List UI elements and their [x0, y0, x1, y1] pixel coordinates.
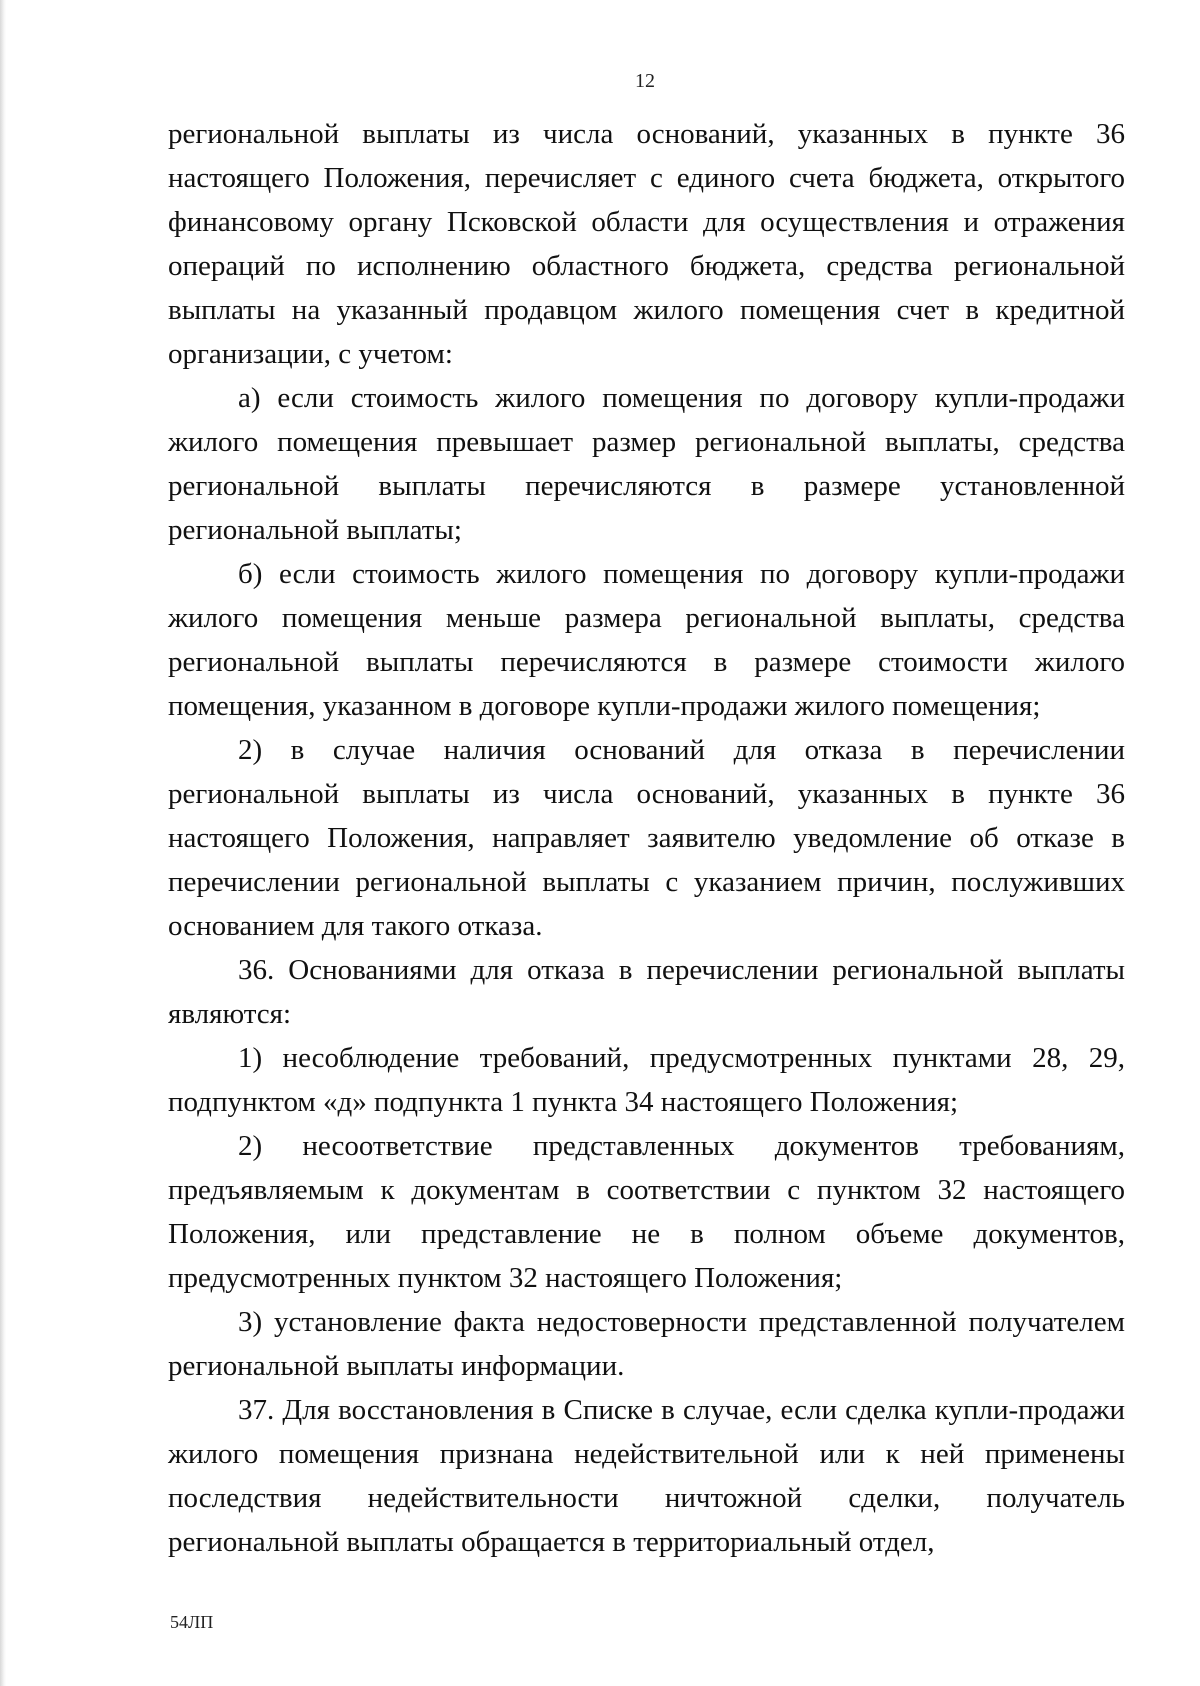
paragraph-clause-37: 37. Для восстановления в Списке в случае, если сделка купли-продажи жилого помещения признана недействительной или к ней применены последствия недействительности ничтожной сделки, получатель региональной выплаты обращается в территориальный отдел, — [168, 1394, 1125, 1558]
paragraph-subitem-b: б) если стоимость жилого помещения по договору купли-продажи жилого помещения меньше размера региональной выплаты, средства региональной выплаты перечисляются в размере стоимости жилого помещения, указанном в договоре купли-продажи жилого помещения; — [168, 558, 1125, 722]
page-number: 12 — [635, 70, 655, 92]
paragraph-subitem-a: а) если стоимость жилого помещения по договору купли-продажи жилого помещения превышает размер региональной выплаты, средства региональной выплаты перечисляются в размере установленной региональной выплаты; — [168, 382, 1125, 546]
paragraph-clause-36: 36. Основаниями для отказа в перечислении региональной выплаты являются: — [168, 954, 1125, 1030]
paragraph-clause-36-item-3: 3) установление факта недостоверности представленной получателем региональной выплаты информации. — [168, 1306, 1125, 1382]
paragraph-clause-36-item-1: 1) несоблюдение требований, предусмотренных пунктами 28, 29, подпунктом «д» подпункта 1 пункта 34 настоящего Положения; — [168, 1042, 1125, 1118]
document-body — [168, 112, 1125, 1564]
paragraph-item-2: 2) в случае наличия оснований для отказа в перечислении региональной выплаты из числа оснований, указанных в пункте 36 настоящего Положения, направляет заявителю уведомление об отказе в перечислении региональной выплаты с указанием причин, послуживших основанием для такого отказа. — [168, 734, 1125, 942]
scan-edge — [0, 0, 6, 1686]
paragraph-clause-36-item-2: 2) несоответствие представленных документов требованиям, предъявляемым к документам в соответствии с пунктом 32 настоящего Положения, или представление не в полном объеме документов, предусмотренных пунктом 32 настоящего Положения; — [168, 1130, 1125, 1294]
document-code: 54ЛП — [170, 1612, 214, 1632]
paragraph-continuation: региональной выплаты из числа оснований, указанных в пункте 36 настоящего Положения, перечисляет с единого счета бюджета, открытого финансовому органу Псковской области для осуществления и отражения операций по исполнению областного бюджета, средства региональной выплаты на указанный продавцом жилого помещения счет в кредитной организации, с учетом: — [168, 118, 1125, 370]
